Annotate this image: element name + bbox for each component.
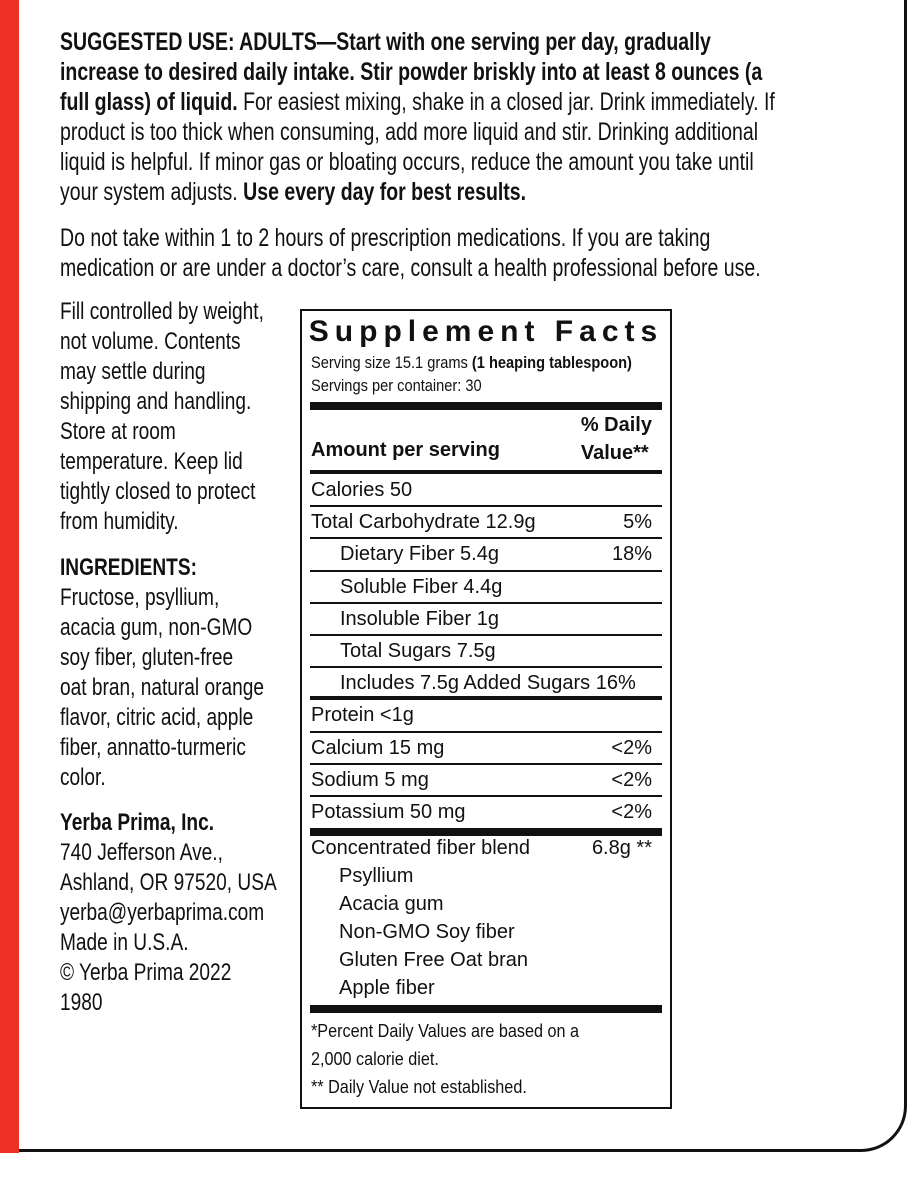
ingredients-line: color. (60, 764, 106, 791)
daily-value-header-line-1: % Daily (580, 414, 652, 436)
company-line: Ashland, OR 97520, USA (60, 869, 277, 896)
thick-rule (310, 402, 662, 410)
nutrient-row (311, 796, 662, 828)
storage-line: shipping and handling. (60, 388, 252, 415)
suggested-use-paragraph (60, 27, 778, 207)
company-name: Yerba Prima, Inc. (60, 809, 215, 836)
footnote-line: *Percent Daily Values are based on a (311, 1021, 580, 1041)
nutrient-name: Potassium 50 mg (311, 801, 466, 823)
company-line: © Yerba Prima 2022 (60, 959, 232, 986)
footnote-line: ** Daily Value not established. (311, 1077, 527, 1097)
nutrient-daily-value: <2% (611, 801, 652, 823)
serving-size-label: Serving size 15.1 grams (311, 353, 468, 372)
ingredients-line: fiber, annatto-turmeric (60, 734, 246, 761)
red-side-stripe (0, 0, 19, 1153)
fiber-blend-item: Psyllium (339, 865, 414, 887)
ingredients-line: acacia gum, non-GMO (60, 614, 253, 641)
nutrient-row (311, 506, 662, 538)
daily-value-header (581, 411, 652, 467)
ingredients-line: Fructose, psyllium, (60, 584, 220, 611)
amount-per-serving-label: Amount per serving (311, 439, 500, 461)
suggested-use-text (60, 27, 778, 207)
footnotes (311, 1017, 579, 1101)
nutrient-daily-value: <2% (611, 768, 652, 791)
storage-info (60, 297, 264, 537)
nutrient-row (311, 635, 662, 667)
nutrient-name: Calcium 15 mg (311, 736, 445, 759)
fiber-blend-amount: 6.8g ** (591, 837, 652, 859)
storage-line: from humidity. (60, 508, 179, 535)
nutrient-row (311, 474, 662, 506)
storage-line: not volume. Contents (60, 328, 241, 355)
nutrient-row (311, 667, 662, 699)
ingredients-line: flavor, citric acid, apple (60, 704, 254, 731)
nutrient-row (311, 571, 662, 603)
warning-text: Do not take within 1 to 2 hours of prescription medications. If you are taking medication or are under a doctor’s care, consult a health professional before use. (60, 224, 761, 282)
fiber-blend-item: Non-GMO Soy fiber (339, 921, 515, 943)
company-line: 1980 (60, 989, 103, 1016)
nutrient-row (311, 538, 662, 570)
company-line: 740 Jefferson Ave., (60, 839, 223, 866)
supplement-facts-panel (300, 309, 672, 1109)
nutrient-daily-value: 5% (623, 511, 652, 534)
company-line: yerba@yerbaprima.com (60, 899, 265, 926)
nutrient-row (311, 764, 662, 796)
nutrient-name: Soluble Fiber 4.4g (340, 575, 503, 598)
fiber-blend-item: Gluten Free Oat bran (339, 949, 528, 971)
company-line: Made in U.S.A. (60, 929, 189, 956)
fiber-blend-header (311, 834, 662, 862)
nutrient-row (311, 603, 662, 635)
suggested-use-closing: Use every day for best results. (243, 178, 527, 206)
servings-per-container: Servings per container: 30 (311, 376, 482, 395)
nutrient-name: Protein <1g (311, 704, 414, 727)
nutrient-name: Calories 50 (311, 479, 413, 501)
serving-size (311, 353, 632, 373)
fiber-blend-name: Concentrated fiber blend (311, 837, 531, 859)
nutrient-name: Dietary Fiber 5.4g (340, 543, 499, 566)
ingredients-heading: INGREDIENTS: (60, 554, 197, 581)
fiber-blend-items (311, 862, 662, 1002)
suggested-use-bold: SUGGESTED USE: ADULTS—Start with one serving per day, gradually increase to desired daily intake. Stir powder briskly into at least 8 ounces (a full glass) of liquid. (60, 28, 763, 116)
nutrient-row (311, 699, 662, 731)
nutrient-daily-value: 18% (611, 543, 652, 566)
nutrient-row (311, 732, 662, 764)
ingredients-line: oat bran, natural orange (60, 674, 264, 701)
nutrient-name: Insoluble Fiber 1g (340, 607, 499, 630)
ingredients-section (60, 553, 264, 793)
label-border-bottom (19, 1149, 849, 1152)
storage-line: Fill controlled by weight, (60, 298, 264, 325)
footnote-line: 2,000 calorie diet. (311, 1049, 439, 1069)
storage-line: may settle during (60, 358, 206, 385)
nutrient-name: Sodium 5 mg (311, 768, 429, 791)
warning-paragraph (60, 223, 778, 283)
amount-header-row (311, 411, 662, 467)
thick-rule (310, 1005, 662, 1013)
fiber-blend (311, 834, 662, 1002)
nutrient-name: Total Sugars 7.5g (340, 640, 496, 662)
fiber-blend-item: Apple fiber (339, 977, 435, 999)
storage-line: tightly closed to protect (60, 478, 256, 505)
daily-value-header-line-2: Value** (580, 442, 649, 464)
nutrient-daily-value: <2% (611, 736, 652, 759)
label-border-corner (837, 0, 907, 1152)
facts-title: Supplement Facts (308, 315, 664, 348)
ingredients-line: soy fiber, gluten-free (60, 644, 234, 671)
company-info (60, 808, 277, 1018)
storage-line: Store at room (60, 418, 176, 445)
suggested-use-regular: For easiest mixing, shake in a closed jar. Drink immediately. If product is too thick when consuming, add more liquid and stir. Drinking additional liquid is helpful. If minor gas or bloating occurs, reduce the amount you take until your system adjusts. (60, 88, 775, 206)
nutrient-name: Includes 7.5g Added Sugars 16% (340, 672, 636, 695)
nutrient-name: Total Carbohydrate 12.9g (311, 511, 536, 534)
fiber-blend-item: Acacia gum (339, 893, 444, 915)
serving-size-bold: (1 heaping tablespoon) (471, 353, 632, 372)
storage-line: temperature. Keep lid (60, 448, 243, 475)
